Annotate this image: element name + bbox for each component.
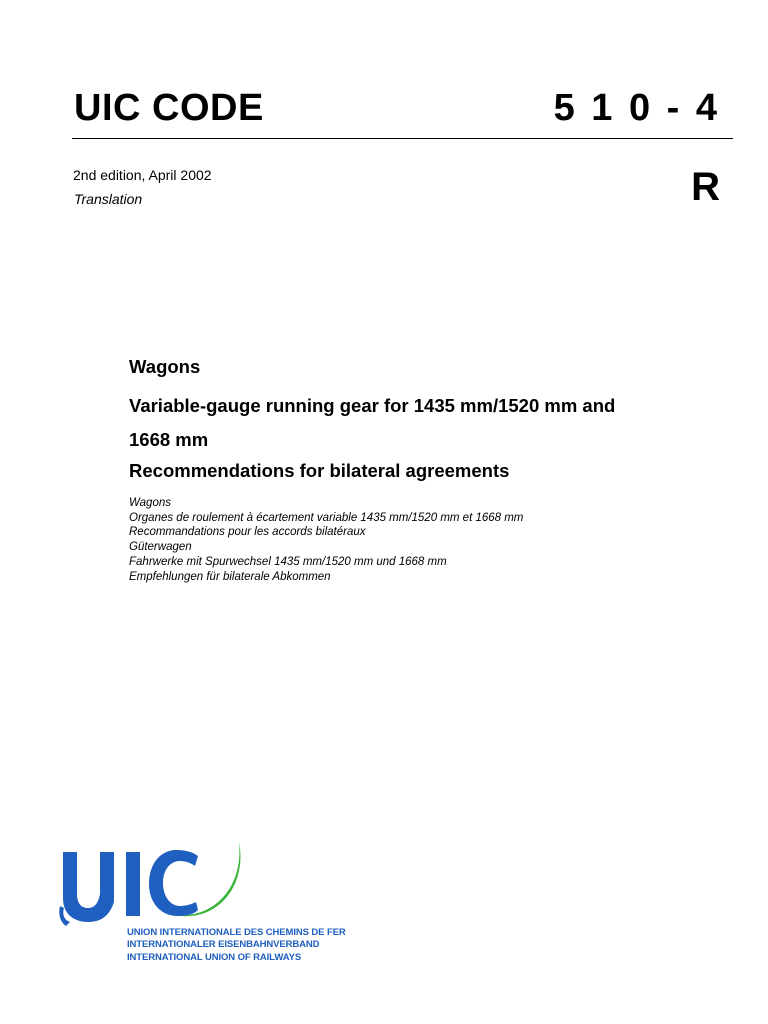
org-name-de: INTERNATIONALER EISENBAHNVERBAND (127, 939, 320, 951)
translated-title-line: Organes de roulement à écartement variable 1435 mm/1520 mm et 1668 mm (129, 511, 524, 524)
organisation-names (127, 927, 346, 964)
header-divider (72, 138, 733, 139)
translated-title-line: Fahrwerke mit Spurwechsel 1435 mm/1520 mm und 1668 mm (129, 555, 447, 568)
logo-letter-i (126, 852, 140, 916)
main-title-line-2: 1668 mm (129, 429, 209, 450)
edition-text: 2nd edition, April 2002 (73, 167, 212, 183)
category-title: Wagons (129, 356, 201, 377)
document-titles (129, 355, 729, 483)
translated-title-line: Wagons (129, 497, 171, 509)
status-letter: R (691, 165, 720, 209)
translated-title-line: Güterwagen (129, 541, 192, 554)
code-title: UIC CODE (74, 87, 264, 129)
logo-letter-u (63, 852, 114, 922)
translated-titles (129, 496, 689, 584)
translated-title-line: Empfehlungen für bilaterale Abkommen (129, 570, 331, 583)
subtitle: Recommendations for bilateral agreements (129, 460, 510, 481)
code-number: 5 1 0 - 4 (553, 87, 720, 129)
main-title-line-1: Variable-gauge running gear for 1435 mm/1520 mm and (129, 395, 616, 416)
logo-letter-c (149, 850, 198, 916)
translated-title-line: Recommandations pour les accords bilatéraux (129, 526, 366, 539)
translation-label: Translation (74, 191, 143, 207)
org-name-en: INTERNATIONAL UNION OF RAILWAYS (127, 951, 302, 963)
org-name-fr: UNION INTERNATIONALE DES CHEMINS DE FER (127, 927, 346, 938)
